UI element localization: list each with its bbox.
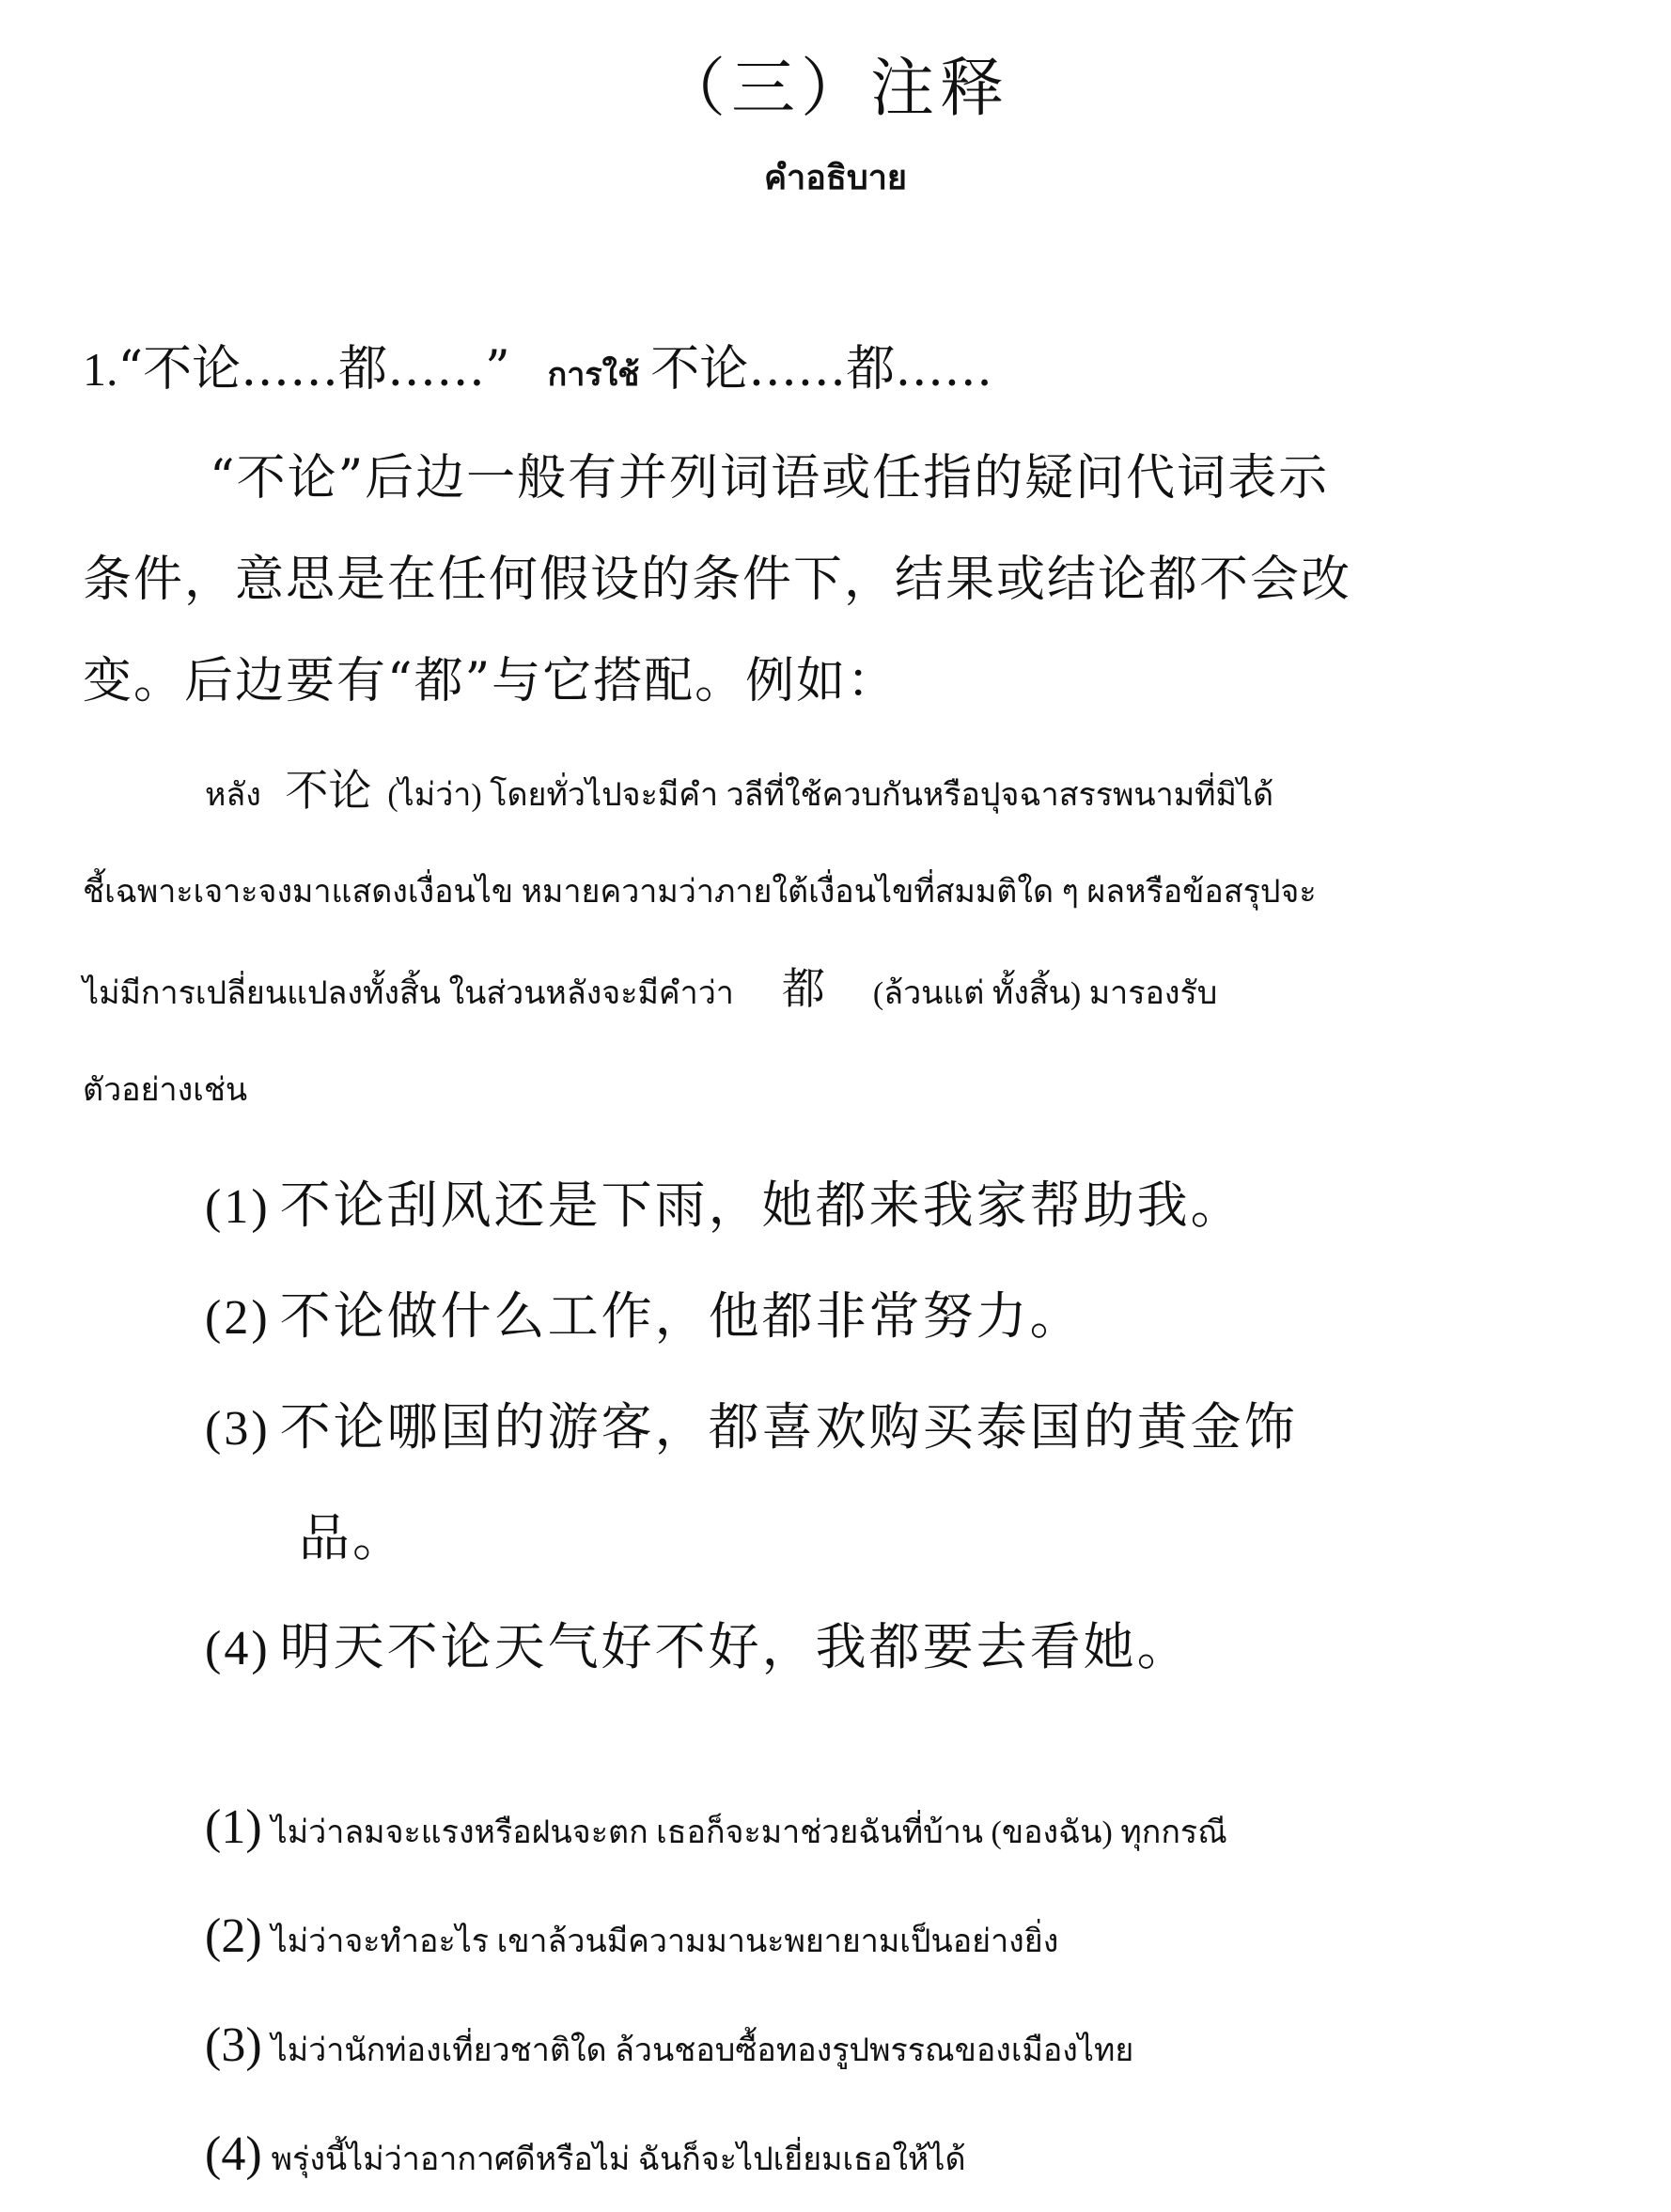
page-title: （三）注释: [661, 52, 1009, 126]
section-heading: [83, 329, 992, 399]
thai-text: (ไม่ว่า) โดยทั่วไปจะมีคำ วลีที่ใช้ควบกันหรือปุจฉาสรรพนามที่มิได้: [387, 778, 1274, 813]
chinese-examples-list: [205, 1151, 1596, 1704]
thai-explanation-line: [83, 742, 1596, 844]
list-item: [205, 1373, 1596, 1484]
example-number: (2): [205, 1909, 262, 1963]
thai-explanation-line: [83, 941, 1596, 1042]
inline-chinese-term: 都: [781, 963, 825, 1014]
example-continuation: 品。: [299, 1508, 406, 1567]
section-number: 1.: [83, 343, 118, 396]
example-text: ไม่ว่าจะทำอะไร เขาล้วนมีความมานะพยายามเป็นอย่างยิ่ง: [271, 1924, 1059, 1959]
thai-examples-list: [205, 1776, 1596, 2212]
thai-text: หลัง: [205, 778, 261, 813]
section-pattern: “不论……都……”: [117, 341, 510, 397]
example-number: (1): [205, 1800, 262, 1854]
thai-text: (ล้วนแต่ ทั้งสิ้น) มารองรับ: [872, 976, 1218, 1011]
inline-chinese-term: 不论: [285, 765, 372, 816]
example-text: ไม่ว่านักท่องเที่ยวชาติใด ล้วนชอบซื้อทองรูปพรรณของเมืองไทย: [271, 2033, 1134, 2068]
thai-explanation-line: ชี้เฉพาะเจาะจงมาแสดงเงื่อนไข หมายความว่าภายใต้เงื่อนไขที่สมมติใด ๆ ผลหรือข้อสรุปจะ: [83, 875, 1317, 910]
example-number: (1): [205, 1180, 271, 1234]
list-item: [205, 1994, 1596, 2103]
list-item: [205, 1593, 1596, 1704]
example-number: (2): [205, 1291, 271, 1345]
thai-text: ไม่มีการเปลี่ยนแปลงทั้งสิ้น ในส่วนหลังจะมีคำว่า: [83, 976, 734, 1011]
example-text: ไม่ว่าลมจะแรงหรือฝนจะตก เธอก็จะมาช่วยฉันที่บ้าน (ของฉัน) ทุกกรณี: [271, 1815, 1227, 1850]
list-item: [205, 1885, 1596, 1994]
zh-explanation-line: 变。后边要有“都”与它搭配。例如：: [83, 653, 898, 709]
example-number: (3): [205, 1402, 271, 1456]
example-text: 明天不论天气好不好，我都要去看她。: [279, 1617, 1191, 1676]
chinese-explanation: [83, 428, 1596, 732]
thai-explanation-line: ตัวอย่างเช่น: [83, 1073, 248, 1108]
zh-explanation-line: 条件，意思是在任何假设的条件下，结果或结论都不会改: [83, 552, 1352, 608]
zh-explanation-line: “不论”后边一般有并列词语或任指的疑问代词表示: [210, 450, 1330, 506]
example-text: 不论哪国的游客，都喜欢购买泰国的黄金饰: [279, 1397, 1298, 1456]
example-text: 不论刮风还是下雨，她都来我家帮助我。: [279, 1176, 1244, 1235]
section-thai-label: การใช้: [547, 358, 640, 393]
list-item: [205, 1262, 1596, 1373]
example-number: (4): [205, 2127, 262, 2181]
list-item: [205, 1151, 1596, 1262]
list-item: [205, 2103, 1596, 2212]
section-pattern-plain: 不论……都……: [650, 341, 993, 397]
thai-explanation: [83, 742, 1596, 1139]
example-text: 不论做什么工作，他都非常努力。: [279, 1286, 1084, 1346]
list-item: [205, 1776, 1596, 1885]
example-number: (4): [205, 1622, 271, 1675]
page-subtitle: คำอธิบาย: [763, 159, 908, 196]
example-number: (3): [205, 2018, 262, 2072]
example-text: พรุ่งนี้ไม่ว่าอากาศดีหรือไม่ ฉันก็จะไปเยี่ยมเธอให้ได้: [271, 2142, 966, 2177]
